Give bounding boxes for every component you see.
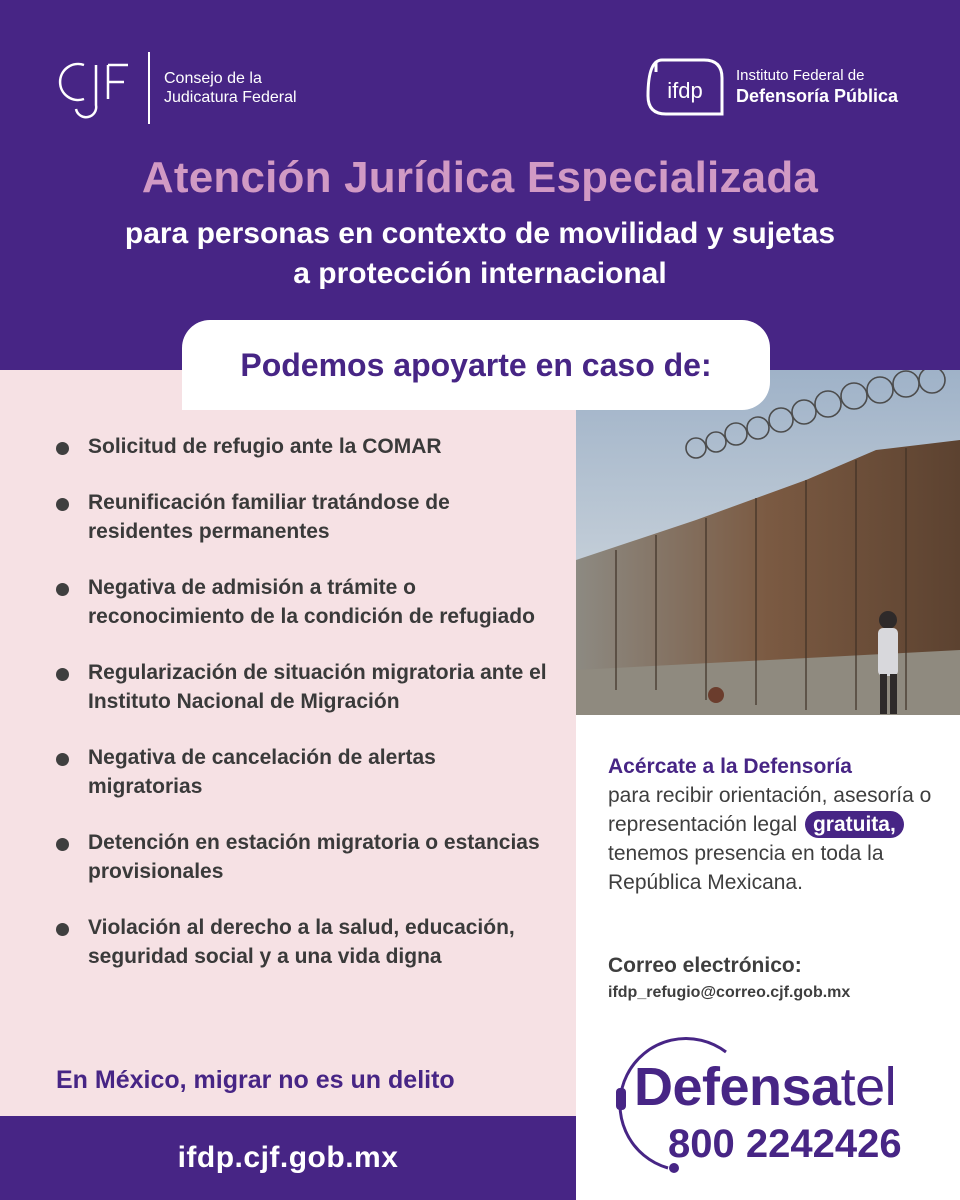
list-item: Negativa de admisión a trámite o reconocimiento de la condición de refugiado <box>56 573 556 631</box>
subheadline <box>40 214 920 294</box>
ifdp-logo-text: ifdp <box>667 78 703 103</box>
headline: Atención Jurídica Especializada <box>141 153 819 202</box>
cjf-name-line1: Consejo de la <box>164 70 262 87</box>
cjf-logo <box>54 52 297 124</box>
support-title: Podemos apoyarte en caso de: <box>240 346 712 383</box>
footer-bar <box>0 1116 576 1200</box>
cta-block <box>608 752 948 897</box>
tagline: En México, migrar no es un delito <box>56 1066 455 1094</box>
cta-text-after: tenemos presencia en toda la República Mexicana. <box>608 842 884 894</box>
bullet-icon <box>56 838 69 851</box>
bullet-icon <box>56 583 69 596</box>
ifdp-name-line1: Instituto Federal de <box>736 67 865 84</box>
right-panel <box>576 370 960 1200</box>
cjf-logo-icon <box>54 55 134 121</box>
cta-text-before: para recibir orientación, asesoría o representación legal <box>608 784 932 836</box>
ifdp-logo-icon <box>644 54 728 120</box>
email-link[interactable]: ifdp_refugio@correo.cjf.gob.mx <box>608 984 851 1001</box>
list-item: Violación al derecho a la salud, educación, seguridad social y a una vida digna <box>56 913 556 971</box>
defensatel-name-light: tel <box>840 1057 897 1117</box>
free-badge: gratuita, <box>805 811 904 838</box>
cases-list <box>56 432 556 998</box>
bullet-icon <box>56 753 69 766</box>
cta-title: Acércate a la Defensoría <box>608 755 852 778</box>
support-title-pill <box>182 320 770 410</box>
border-wall-photo <box>576 370 960 715</box>
website-link[interactable]: ifdp.cjf.gob.mx <box>177 1141 399 1174</box>
defensatel-name-bold: Defensa <box>634 1057 841 1117</box>
subheadline-line2: a protección internacional <box>293 257 667 290</box>
list-item: Reunificación familiar tratándose de residentes permanentes <box>56 488 556 546</box>
phone-number[interactable]: 800 2242426 <box>668 1122 902 1166</box>
bullet-icon <box>56 498 69 511</box>
ifdp-logo <box>644 54 898 120</box>
ifdp-name-line2: Defensoría Pública <box>736 86 899 106</box>
list-item: Solicitud de refugio ante la COMAR <box>56 432 556 461</box>
list-item: Negativa de cancelación de alertas migratorias <box>56 743 556 801</box>
bullet-icon <box>56 923 69 936</box>
email-label: Correo electrónico: <box>608 954 802 977</box>
defensatel-logo <box>634 1056 896 1118</box>
cjf-name-line2: Judicatura Federal <box>164 89 297 106</box>
list-item: Regularización de situación migratoria ante el Instituto Nacional de Migración <box>56 658 556 716</box>
bullet-icon <box>56 442 69 455</box>
bullet-icon <box>56 668 69 681</box>
subheadline-line1: para personas en contexto de movilidad y sujetas <box>124 217 836 250</box>
list-item: Detención en estación migratoria o estancias provisionales <box>56 828 556 886</box>
